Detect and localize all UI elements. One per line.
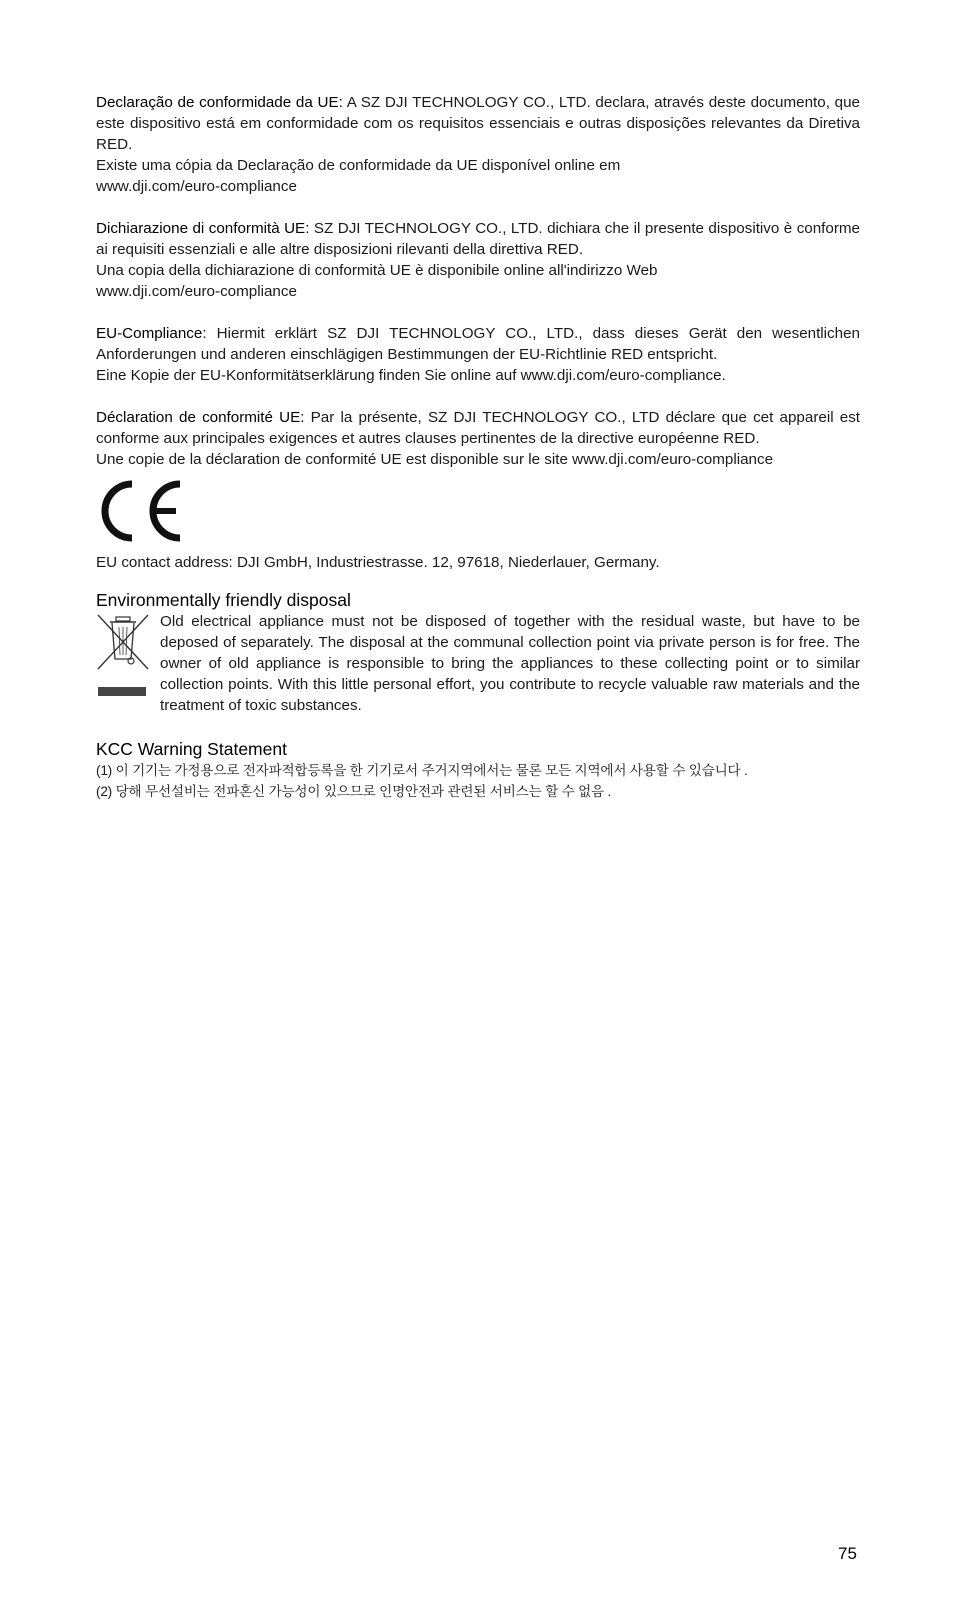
declaration-it-text: SZ DJI TECHNOLOGY CO., LTD. dichiara che il presente dispositivo è conforme ai requisiti essenziali e alle altre disposizioni rilevanti della direttiva RED. xyxy=(96,220,861,258)
declaration-pt-label: Declaração de conformidade da UE: xyxy=(96,94,343,111)
kcc-line-2: (2) 당해 무선설비는 전파혼신 가능성이 있으므로 인명안전과 관련된 서비스는 할 수 없음 . xyxy=(96,784,612,799)
declaration-pt-paragraph xyxy=(96,92,860,155)
declaration-pt xyxy=(96,92,860,197)
document-page xyxy=(96,92,860,802)
declaration-fr-label: Déclaration de conformité UE: xyxy=(96,409,305,426)
declaration-fr-line2: Une copie de la déclaration de conformité UE est disponible sur le site www.dji.com/euro-compliance xyxy=(96,451,774,468)
ce-mark-icon xyxy=(96,478,860,550)
page-number: 75 xyxy=(838,1544,857,1563)
declaration-fr-text: Par la présente, SZ DJI TECHNOLOGY CO., LTD déclare que cet appareil est conforme aux principales exigences et autres clauses pertinentes de la directive européenne RED. xyxy=(96,409,861,447)
declaration-it-url: www.dji.com/euro-compliance xyxy=(96,283,297,300)
weee-crossed-bin-icon xyxy=(94,611,152,699)
kcc-line-1: (1) 이 기기는 가정용으로 전자파적합등록을 한 기기로서 주거지역에서는 물론 모든 지역에서 사용할 수 있습니다 . xyxy=(96,763,748,778)
declaration-de-paragraph xyxy=(96,323,860,365)
declaration-fr-paragraph xyxy=(96,407,860,449)
declaration-de xyxy=(96,323,860,386)
declaration-de-text: Hiermit erklärt SZ DJI TECHNOLOGY CO., LTD., dass dieses Gerät den wesentlichen Anforderungen und anderen einschlägigen Bestimmungen der EU-Richtlinie RED entspricht. xyxy=(96,325,860,363)
declaration-it-line2: Una copia della dichiarazione di conformità UE è disponibile online all'indirizzo Web xyxy=(96,262,658,279)
declaration-it-paragraph xyxy=(96,218,860,260)
eu-contact-address: EU contact address: DJI GmbH, Industriestrasse. 12, 97618, Niederlauer, Germany. xyxy=(96,554,660,571)
declaration-pt-text: A SZ DJI TECHNOLOGY CO., LTD. declara, através deste documento, que este dispositivo está em conformidade com os requisitos essenciais e outras disposições relevantes da Diretiva RED. xyxy=(96,94,861,153)
env-disposal-text: Old electrical appliance must not be disposed of together with the residual waste, but have to be deposed of separately. The disposal at the communal collection point via private person is for free. The owner of old appliance is responsible to bring the appliances to these collecting point or to similar collection points. With this little personal effort, you contribute to recycle valuable raw materials and the treatment of toxic substances. xyxy=(160,613,860,714)
declaration-fr xyxy=(96,407,860,470)
declaration-pt-line2: Existe uma cópia da Declaração de conformidade da UE disponível online em xyxy=(96,157,621,174)
kcc-title: KCC Warning Statement xyxy=(96,739,287,759)
declaration-de-line2: Eine Kopie der EU-Konformitätserklärung finden Sie online auf www.dji.com/euro-compliance. xyxy=(96,367,726,384)
declaration-pt-url: www.dji.com/euro-compliance xyxy=(96,178,297,195)
env-disposal-title: Environmentally friendly disposal xyxy=(96,590,351,610)
declaration-it-label: Dichiarazione di conformità UE: xyxy=(96,220,310,237)
env-disposal-section xyxy=(96,611,860,716)
declaration-it xyxy=(96,218,860,302)
declaration-de-label: EU-Compliance: xyxy=(96,325,207,342)
